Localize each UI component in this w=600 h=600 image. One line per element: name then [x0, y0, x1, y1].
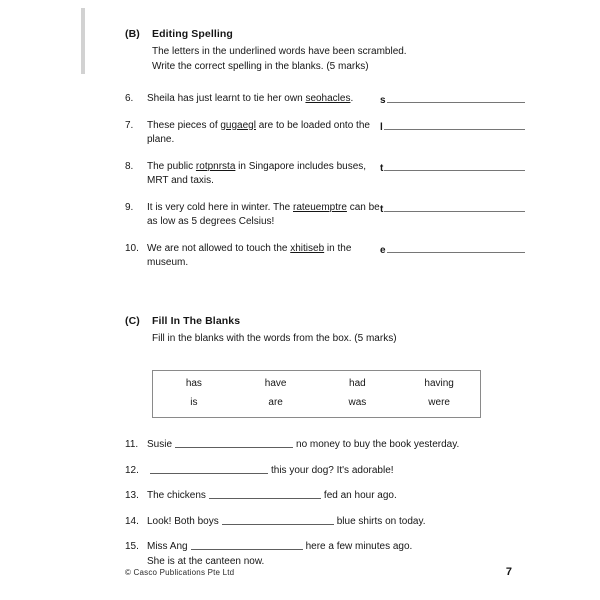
question-number: 14.: [125, 515, 139, 527]
answer-writing-line[interactable]: [387, 243, 525, 253]
question-row: [125, 540, 525, 569]
question-row: [125, 438, 525, 453]
question-text: [147, 464, 525, 479]
question-text: [147, 160, 380, 189]
scrambled-word: gugaegl: [220, 119, 256, 131]
section-b-instruction-line-2: Write the correct spelling in the blanks. (5 marks): [152, 60, 369, 72]
section-b-title: Editing Spelling: [152, 28, 233, 40]
answer-writing-line[interactable]: [387, 93, 525, 103]
section-editing-spelling: [125, 28, 525, 271]
question-text-before: The chickens: [147, 490, 206, 501]
question-number: 10.: [125, 242, 139, 254]
word-bank-item[interactable]: was: [348, 397, 367, 408]
question-text-after: here a few minutes ago.: [305, 541, 413, 552]
question-number: 12.: [125, 464, 139, 476]
question-number: 7.: [125, 119, 134, 131]
question-text-before: Miss Ang: [147, 541, 188, 552]
copyright-notice: © Casco Publications Pte Ltd: [125, 568, 235, 577]
answer-field[interactable]: [380, 119, 525, 133]
question-number: 11.: [125, 439, 139, 450]
question-text-before: The public: [147, 160, 196, 172]
answer-prefix-letter: t: [380, 162, 384, 174]
word-bank-item[interactable]: is: [190, 397, 198, 408]
answer-blank[interactable]: [150, 464, 268, 474]
question-number: 8.: [125, 160, 134, 172]
question-row: [125, 92, 525, 107]
question-text-after: fed an hour ago.: [323, 490, 397, 501]
answer-blank[interactable]: [209, 489, 321, 499]
word-bank-box: [152, 370, 481, 418]
word-bank-item[interactable]: had: [349, 378, 366, 389]
word-bank-item[interactable]: have: [264, 378, 287, 389]
section-fill-in-the-blanks: [125, 315, 525, 570]
question-text-after: in Singapore includes buses, MRT and taxis.: [147, 160, 367, 186]
question-row: [125, 201, 525, 230]
question-text-after: blue shirts on today.: [336, 515, 426, 527]
section-b-instructions: [152, 45, 525, 74]
question-row: [125, 242, 525, 271]
question-text: [147, 515, 525, 530]
page-content: [125, 28, 525, 580]
answer-field[interactable]: [380, 201, 525, 215]
section-c-letter: (C): [125, 314, 140, 327]
word-bank-item[interactable]: were: [428, 397, 450, 408]
question-text-before: Sheila has just learnt to tie her own: [147, 93, 306, 104]
answer-writing-line[interactable]: [384, 202, 525, 212]
question-text-before: These pieces of: [147, 119, 221, 131]
word-bank-item[interactable]: has: [185, 378, 202, 389]
section-c-question-list: [125, 438, 525, 569]
section-b-letter: (B): [125, 28, 140, 40]
answer-blank[interactable]: [175, 438, 293, 448]
question-number: 15.: [125, 541, 139, 552]
section-c-instructions: [152, 332, 525, 347]
question-text-before: We are not allowed to touch the: [147, 242, 291, 254]
question-text-after: no money to buy the book yesterday.: [296, 439, 460, 450]
question-row: [125, 515, 525, 530]
question-row: [125, 119, 525, 148]
answer-field[interactable]: [380, 92, 525, 106]
question-text-after: in the museum.: [147, 242, 352, 268]
question-text-before: Susie: [147, 439, 173, 450]
answer-field[interactable]: [380, 160, 525, 174]
scrambled-word: rateuemptre: [293, 201, 347, 213]
question-text: [147, 540, 525, 569]
section-c-instruction-line-1: Fill in the blanks with the words from the box. (5 marks): [152, 332, 397, 344]
scrambled-word: seohacles: [305, 93, 351, 104]
answer-blank[interactable]: [191, 540, 303, 550]
question-text: [147, 242, 380, 271]
question-text: [147, 438, 525, 453]
question-text: [147, 201, 380, 230]
section-c-title: Fill In The Blanks: [152, 314, 241, 327]
section-b-instruction-line-1: The letters in the underlined words have been scrambled.: [152, 46, 407, 57]
question-text-after: .: [350, 93, 354, 104]
question-text: [147, 92, 380, 107]
question-text-before: Look! Both boys: [147, 515, 219, 527]
page-number: 7: [505, 566, 512, 578]
question-second-line: She is at the canteen now.: [147, 555, 265, 567]
question-number: 9.: [125, 201, 134, 213]
answer-blank[interactable]: [222, 515, 334, 525]
answer-prefix-letter: e: [380, 244, 386, 256]
scrambled-word: rotpnrsta: [195, 160, 236, 172]
word-bank-item[interactable]: having: [424, 378, 454, 389]
section-b-heading: [125, 28, 525, 40]
question-row: [125, 489, 525, 504]
answer-writing-line[interactable]: [384, 161, 525, 171]
answer-prefix-letter: l: [380, 121, 383, 133]
question-number: 13.: [125, 490, 139, 501]
answer-prefix-letter: t: [380, 203, 384, 215]
question-text: [147, 489, 525, 504]
question-text: [147, 119, 380, 148]
section-b-question-list: [125, 92, 525, 271]
question-row: [125, 464, 525, 479]
question-text-after: can be as low as 5 degrees Celsius!: [147, 201, 380, 227]
question-number: 6.: [125, 93, 134, 104]
question-text-after: are to be loaded onto the plane.: [147, 119, 370, 145]
question-text-after: this your dog? It's adorable!: [271, 464, 394, 476]
question-row: [125, 160, 525, 189]
answer-prefix-letter: s: [380, 95, 386, 106]
word-bank-row: [153, 377, 480, 391]
page-footer: [125, 566, 512, 578]
section-c-heading: [125, 315, 525, 327]
answer-field[interactable]: [380, 242, 525, 256]
answer-writing-line[interactable]: [384, 120, 525, 130]
word-bank-item[interactable]: are: [268, 397, 283, 408]
question-text-before: It is very cold here in winter. The: [147, 201, 293, 213]
margin-bar: [81, 8, 85, 74]
scrambled-word: xhitiseb: [290, 242, 325, 254]
word-bank-row: [153, 396, 480, 410]
